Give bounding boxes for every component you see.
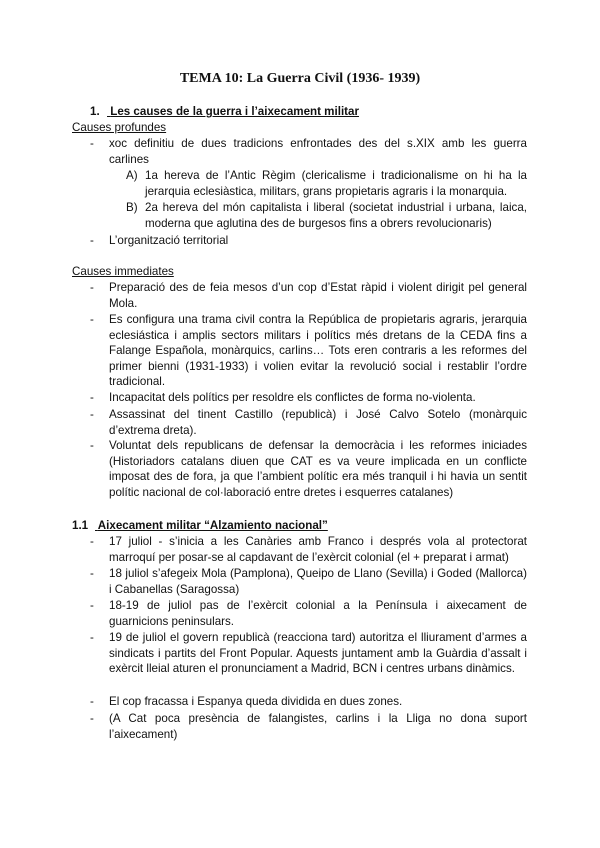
sub-list-item-text: 1a hereva de l’Antic Règim (clericalisme i tradicionalisme on hi ha la jerarquia eclesiàstica, militars, grans propietaris agraris i la monarquia. [145,169,527,198]
list-dash: - [90,281,94,294]
list-item-text: El cop fracassa i Espanya queda dividida en dues zones. [109,695,403,708]
list-dash: - [90,313,94,326]
list-item-text: Preparació des de feia mesos d’un cop d’Estat ràpid i violent dirigit pel general Mola. [109,281,527,310]
sub-list-item-text: 2a hereva del món capitalista i liberal (societat industrial i urbana, laica, moderna que aglutina des de burgesos fins a obrers revolucionaris) [145,201,527,230]
list-item-text: Es configura una trama civil contra la República de propietaris agraris, jerarquia eclesiástica i amplis sectors militars i polítics més dretans de la CEDA fins a Falange Española, monàrquics, carlins… Tots eren contraris a les reformes del primer bienni (1931-1933) i volien evitar la revolució social i restablir l’ordre tradicional. [109,313,527,388]
causes-profundes-label: Causes profundes [72,121,167,134]
list-item-text: Incapacitat dels polítics per resoldre els conflictes de forma no-violenta. [109,391,476,404]
list-item-text: 18 juliol s’afegeix Mola (Pamplona), Queipo de Llano (Sevilla) i Goded (Mallorca) i Cabanellas (Saragossa) [109,567,527,596]
causes-immediates-label: Causes immediates [72,265,174,278]
list-dash: - [90,712,94,725]
list-dash: - [90,567,94,580]
list-item-text: 17 juliol - s’inicia a les Canàries amb Franco i després vola al protectorat marroquí per posar-se al capdavant de l’exèrcit colonial (el + preparat i armat) [109,535,527,564]
list-dash: - [90,234,94,247]
section-1-heading [90,104,359,120]
section-1-title: Les causes de la guerra i l’aixecament militar [110,105,359,118]
document-title: TEMA 10: La Guerra Civil (1936- 1939) [179,71,421,86]
list-item-text: Assassinat del tinent Castillo (republicà) i José Calvo Sotelo (monàrquic d’extrema dreta). [109,408,527,437]
section-1-1-heading [72,518,328,534]
sub-list-marker: B) [126,201,138,214]
list-item-text: (A Cat poca presència de falangistes, carlins i la Lliga no dona suport l’aixecament) [109,712,527,741]
section-1-1-title: Aixecament militar “Alzamiento nacional” [97,519,328,532]
list-dash: - [90,535,94,548]
list-dash: - [90,408,94,421]
list-dash: - [90,631,94,644]
list-dash: - [90,439,94,452]
sub-list-marker: A) [126,169,138,182]
section-1-number: 1. [90,105,100,118]
list-item-text: 19 de juliol el govern republicà (reacciona tard) autoritza el lliurament d’armes a sindicats i partits del Front Popular. Aquests juntament amb la Guàrdia d’assalt i exèrcit lleial aturen el pronunciament a Madrid, BCN i centres urbans dinàmics. [109,631,527,675]
list-item-text: 18-19 de juliol pas de l’exèrcit colonial a la Península i aixecament de guarnicions peninsulars. [109,599,527,628]
section-1-1-number: 1.1 [72,519,89,532]
list-dash: - [90,137,94,150]
list-dash: - [90,695,94,708]
list-item-text: L’organització territorial [109,234,229,247]
list-item-text: xoc definitiu de dues tradicions enfrontades des del s.XIX amb les guerra carlines [109,137,527,166]
list-item-text: Voluntat dels republicans de defensar la democràcia i les reformes iniciades (Historiadors catalans diuen que CAT es va veure implicada en un conflicte imposat des de fora, ja que l’ambient polític era més tranquil i hi havia un sentit polític nacional de col·laboració entre dretes i esquerres catalanes) [109,439,527,499]
list-dash: - [90,391,94,404]
list-dash: - [90,599,94,612]
